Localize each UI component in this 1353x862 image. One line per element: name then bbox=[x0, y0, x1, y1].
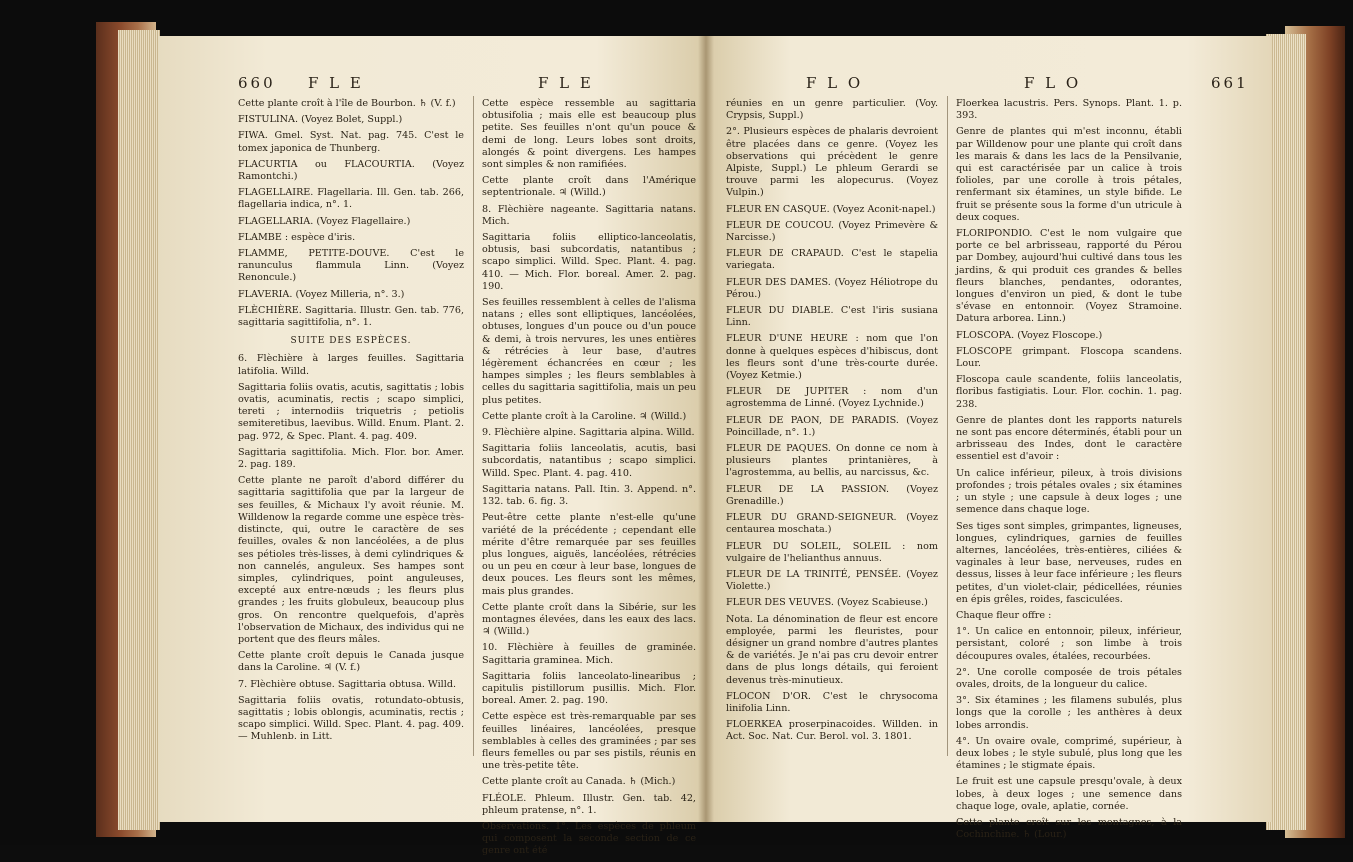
text-paragraph: Sagittaria foliis elliptico-lanceolatis, obtusis, basi subcordatis, natantibus ; scapo simplici. Willd. Spec. Plant. 4. pag. 410. — Mich. Flor. boreal. Amer. 2. pag. 190. bbox=[482, 232, 696, 292]
book-gutter bbox=[698, 36, 714, 822]
right-page-number: 661 bbox=[1211, 74, 1249, 92]
text-paragraph: FLORIPONDIO. C'est le nom vulgaire que porte ce bel arbrisseau, rapporté du Pérou par Dombey, aujourd'hui cultivé dans tous les jardins, & qui produit ces grandes & belles fleurs blanches, pendantes, odorantes, longues d'environ un pied, & dont le tube s'évase en entonnoir. (Voyez Stramoine. Datura arborea. Linn.) bbox=[956, 228, 1182, 325]
text-paragraph: FLEUR DU SOLEIL, SOLEIL : nom vulgaire de l'helianthus annuus. bbox=[726, 540, 938, 564]
text-paragraph: FLEUR DE COUCOU. (Voyez Primevère & Narcisse.) bbox=[726, 219, 938, 244]
text-paragraph: Cette espèce est très-remarquable par ses feuilles linéaires, lancéolées, presque semblables à celles des graminées ; par ses fleurs femelles ou par ses pistils, réunis en une très-petite tête. bbox=[482, 711, 696, 772]
text-paragraph: FLEUR DE CRAPAUD. C'est le stapelia variegata. bbox=[726, 248, 938, 272]
text-paragraph: 10. Flèchière à feuilles de graminée. Sagittaria graminea. Mich. bbox=[482, 642, 696, 666]
right-column-1 bbox=[726, 98, 938, 748]
right-header-right: F L O bbox=[1024, 74, 1082, 92]
text-paragraph: Genre de plantes qui m'est inconnu, établi par Willdenow pour une plante qui croît dans les marais & dans les lacs de la Pensilvanie, qui est caractérisée par un calice à trois folioles, par une corolle à trois pétales, renfermant six étamines, un style bifide. Le fruit se présente sous la forme d'un utricule à deux coques. bbox=[956, 126, 1182, 223]
text-paragraph: Cette plante croît au Canada. ♄ (Mich.) bbox=[482, 776, 676, 788]
text-paragraph: FLEUR DE PAON, DE PARADIS. (Voyez Poincillade, n°. 1.) bbox=[726, 414, 938, 438]
left-header-right: F L E bbox=[538, 74, 594, 92]
text-paragraph: FISTULINA. (Voyez Bolet, Suppl.) bbox=[238, 114, 403, 126]
text-paragraph: Cette plante croît dans l'Amérique septentrionale. ♃ (Willd.) bbox=[482, 175, 696, 199]
text-paragraph: Le fruit est une capsule presqu'ovale, à deux lobes, à deux loges ; une semence dans chaque loge, ovale, aplatie, cornée. bbox=[956, 776, 1182, 812]
left-column-1 bbox=[238, 98, 464, 748]
text-paragraph: 4°. Un ovaire ovale, comprimé, supérieur, à deux lobes ; le style subulé, plus long que les étamines ; le stigmate épais. bbox=[956, 735, 1182, 772]
text-paragraph: FLAMME, PETITE-DOUVE. C'est le ranunculus flammula Linn. (Voyez Renoncule.) bbox=[238, 248, 464, 284]
text-paragraph: 8. Flèchière nageante. Sagittaria natans. Mich. bbox=[482, 203, 696, 227]
text-paragraph: FLEUR DES VEUVES. (Voyez Scabieuse.) bbox=[726, 597, 928, 609]
text-paragraph: Sagittaria natans. Pall. Itin. 3. Append. n°. 132. tab. 6. fig. 3. bbox=[482, 483, 696, 508]
text-paragraph: 3°. Six étamines ; les filamens subulés, plus longs que la corolle ; les anthères à deux lobes arrondis. bbox=[956, 695, 1182, 731]
text-paragraph: FLACURTIA ou FLACOURTIA. (Voyez Ramontchi.) bbox=[238, 158, 464, 183]
text-paragraph: 7. Flèchière obtuse. Sagittaria obtusa. Willd. bbox=[238, 678, 457, 690]
text-paragraph: Floscopa caule scandente, foliis lanceolatis, floribus fastigiatis. Lour. Flor. cochin. 1. pag. 238. bbox=[956, 374, 1182, 410]
text-paragraph: FLAVERIA. (Voyez Milleria, n°. 3.) bbox=[238, 288, 405, 300]
text-paragraph: FLOSCOPA. (Voyez Floscope.) bbox=[956, 329, 1103, 341]
text-paragraph: 2°. Plusieurs espèces de phalaris devroient être placées dans ce genre. (Voyez les observations qui précèdent le genre Alpiste, Suppl.) Le phleum Gerardi se trouve parmi les alopecurus. (Voyez Vulpin.) bbox=[726, 126, 938, 199]
text-paragraph: FLEUR DE JUPITER : nom d'un agrostemma de Linné. (Voyez Lychnide.) bbox=[726, 386, 938, 410]
text-paragraph: FLAMBE : espèce d'iris. bbox=[238, 231, 356, 243]
text-paragraph: Sagittaria foliis ovatis, acutis, sagittatis ; lobis ovatis, acuminatis, rectis ; scapo simplici, tereti ; internodiis triquetris ; petiolis semiteretibus, laevibus. Willd. Enum. Plant. 2. pag. 972, & Spec. Plant. 4. pag. 409. bbox=[238, 381, 464, 442]
text-paragraph: FLEUR DES DAMES. (Voyez Héliotrope du Pérou.) bbox=[726, 276, 938, 300]
text-paragraph: 2°. Une corolle composée de trois pétales ovales, droits, de la longueur du calice. bbox=[956, 666, 1182, 690]
left-page-edges bbox=[118, 30, 160, 830]
text-paragraph: Sagittaria foliis ovatis, rotundato-obtusis, sagittatis ; lobis oblongis, acuminatis, rectis ; scapo simplici. Willd. Spec. Plant. 4. pag. 409. — Muhlenb. in Litt. bbox=[238, 694, 464, 743]
text-paragraph: FLOSCOPE grimpant. Floscopa scandens. Lour. bbox=[956, 345, 1182, 370]
text-paragraph: Cette espèce ressemble au sagittaria obtusifolia ; mais elle est beaucoup plus petite. Ses feuilles n'ont qu'un pouce & demi de long. Leurs lobes sont droits, alongés & point divergens. Les hampes sont simples & non ramifiées. bbox=[482, 98, 696, 171]
text-paragraph: Floerkea lacustris. Pers. Synops. Plant. 1. p. 393. bbox=[956, 98, 1182, 122]
text-paragraph: Sagittaria foliis lanceolato-linearibus ; capitulis pistillorum pusillis. Mich. Flor. boreal. Amer. 2. pag. 190. bbox=[482, 670, 696, 707]
text-paragraph: Chaque fleur offre : bbox=[956, 609, 1052, 621]
text-paragraph: FLEUR DE PAQUES. On donne ce nom à plusieurs plantes printanières, à l'agrostemma, au bellis, au narcissus, &c. bbox=[726, 443, 938, 479]
section-heading: SUITE DES ESPÈCES. bbox=[290, 336, 412, 347]
text-paragraph: FLOCON D'OR. C'est le chrysocoma linifolia Linn. bbox=[726, 690, 938, 714]
text-paragraph: FLOERKEA proserpinacoides. Willden. in Act. Soc. Nat. Cur. Berol. vol. 3. 1801. bbox=[726, 719, 938, 743]
left-column-2 bbox=[482, 98, 696, 862]
text-paragraph: Cette plante croît à l'île de Bourbon. ♄ (V. f.) bbox=[238, 98, 456, 109]
text-paragraph: Observations. 1°. Les espèces de phleum qui composent la seconde section de ce genre ont été bbox=[482, 820, 696, 857]
text-paragraph: FLEUR D'UNE HEURE : nom que l'on donne à quelques espèces d'hibiscus, dont les fleurs sont d'une très-courte durée. (Voyez Ketmie.) bbox=[726, 333, 938, 382]
text-paragraph: Genre de plantes dont les rapports naturels ne sont pas encore déterminés, établi pour un arbrisseau des Indes, dont le caractère essentiel est d'avoir : bbox=[956, 414, 1182, 463]
text-paragraph: Cette plante croît sur les montagnes, à la Cochinchine. ♄ (Lour.) bbox=[956, 816, 1182, 841]
text-paragraph: Cette plante croît depuis le Canada jusque dans la Caroline. ♃ (V. f.) bbox=[238, 650, 464, 674]
text-paragraph: Cette plante croît à la Caroline. ♃ (Willd.) bbox=[482, 410, 687, 422]
text-paragraph: FLEUR DE LA TRINITÉ, PENSÉE. (Voyez Violette.) bbox=[726, 568, 938, 593]
right-header-left: F L O bbox=[806, 74, 864, 92]
text-paragraph: Ses tiges sont simples, grimpantes, ligneuses, longues, cylindriques, garnies de feuilles alternes, lancéolées, très-entières, ciliées & vaginales à leur base, nerveuses, rudes en dessus, lisses à leur face inférieure ; les fleurs petites, d'un violet-clair, pédicellées, réunies en épis grêles, roides, fasciculées. bbox=[956, 520, 1182, 605]
right-page-edges bbox=[1266, 34, 1306, 830]
text-paragraph: Nota. La dénomination de fleur est encore employée, parmi les fleuristes, pour désigner un grand nombre d'autres plantes & de variétés. Je n'ai pas cru devoir entrer dans de plus longs détails, qui feroient devenus très-minutieux. bbox=[726, 613, 938, 686]
text-paragraph: 9. Flèchière alpine. Sagittaria alpina. Willd. bbox=[482, 427, 695, 439]
text-paragraph: réunies en un genre particulier. (Voy. Crypsis, Suppl.) bbox=[726, 98, 938, 122]
text-paragraph: Cette plante ne paroît d'abord différer du sagittaria sagittifolia que par la largeur de ses feuilles, & Michaux l'y avoit réunie. M. Willdenow la regarde comme une espèce très-distincte, qui, outre le caractère de ses feuilles, ovales & non lancéolées, a de plus ses pétioles très-lisses, à demi cylindriques & non cannelés, anguleux. Ses hampes sont simples, cylindriques, point anguleuses, excepté aux entre-nœuds ; les fleurs plus grandes ; les fruits globuleux, beaucoup plus gros. On rencontre quelquefois, d'après l'observation de Michaux, des individus qui ne portent que des fleurs mâles. bbox=[238, 475, 464, 645]
text-paragraph: Sagittaria foliis lanceolatis, acutis, basi subcordatis, natantibus ; scapo simplici. Willd. Spec. Plant. 4. pag. 410. bbox=[482, 443, 696, 479]
text-paragraph: FLAGELLAIRE. Flagellaria. Ill. Gen. tab. 266, flagellaria indica, n°. 1. bbox=[238, 187, 464, 211]
text-paragraph: Ses feuilles ressemblent à celles de l'alisma natans ; elles sont elliptiques, lancéolées, obtuses, longues d'un pouce ou d'un pouce & demi, à trois nervures, les unes entières & rétrécies à leur base, d'autres légèrement échancrées en cœur ; les hampes simples ; les fleurs semblables à celles du sagittaria sagittifolia, mais un peu plus petites. bbox=[482, 297, 696, 406]
right-column-rule bbox=[947, 96, 948, 756]
text-paragraph: 6. Flèchière à larges feuilles. Sagittaria latifolia. Willd. bbox=[238, 353, 464, 377]
left-page bbox=[158, 36, 706, 857]
text-paragraph: FLÈCHIÈRE. Sagittaria. Illustr. Gen. tab. 776, sagittaria sagittifolia, n°. 1. bbox=[238, 304, 464, 329]
text-paragraph: FLAGELLARIA. (Voyez Flagellaire.) bbox=[238, 215, 411, 227]
text-paragraph: Sagittaria sagittifolia. Mich. Flor. bor. Amer. 2. pag. 189. bbox=[238, 446, 464, 471]
left-header-left: F L E bbox=[308, 74, 364, 92]
text-paragraph: 1°. Un calice en entonnoir, pileux, inférieur, persistant, coloré ; son limbe à trois découpures ovales, étalées, recourbées. bbox=[956, 626, 1182, 662]
text-paragraph: FIWA. Gmel. Syst. Nat. pag. 745. C'est le tomex japonica de Thunberg. bbox=[238, 130, 464, 154]
right-column-2 bbox=[956, 98, 1182, 845]
text-paragraph: Cette plante croît dans la Sibérie, sur les montagnes élevées, dans les eaux des lacs. ♃ (Willd.) bbox=[482, 601, 696, 638]
text-paragraph: FLÉOLE. Phleum. Illustr. Gen. tab. 42, phleum pratense, n°. 1. bbox=[482, 792, 696, 816]
text-paragraph: Peut-être cette plante n'est-elle qu'une variété de la précédente ; cependant elle mérite d'être remarquée par ses feuilles plus longues, aiguës, lancéolées, rétrécies ou un peu en cœur à leur base, longues de deux pouces. Les fleurs sont les mêmes, mais plus grandes. bbox=[482, 512, 696, 597]
left-column-rule bbox=[473, 96, 474, 756]
right-page bbox=[706, 36, 1272, 841]
text-paragraph: FLEUR EN CASQUE. (Voyez Aconit-napel.) bbox=[726, 203, 936, 215]
text-paragraph: FLEUR DU DIABLE. C'est l'iris susiana Linn. bbox=[726, 305, 938, 329]
left-page-number: 660 bbox=[238, 74, 276, 92]
text-paragraph: FLEUR DE LA PASSION. (Voyez Grenadille.) bbox=[726, 483, 938, 507]
text-paragraph: Un calice inférieur, pileux, à trois divisions profondes ; trois pétales ovales ; six étamines ; un style ; une capsule à deux loges ; une semence dans chaque loge. bbox=[956, 467, 1182, 516]
text-paragraph: FLEUR DU GRAND-SEIGNEUR. (Voyez centaurea moschata.) bbox=[726, 512, 938, 536]
